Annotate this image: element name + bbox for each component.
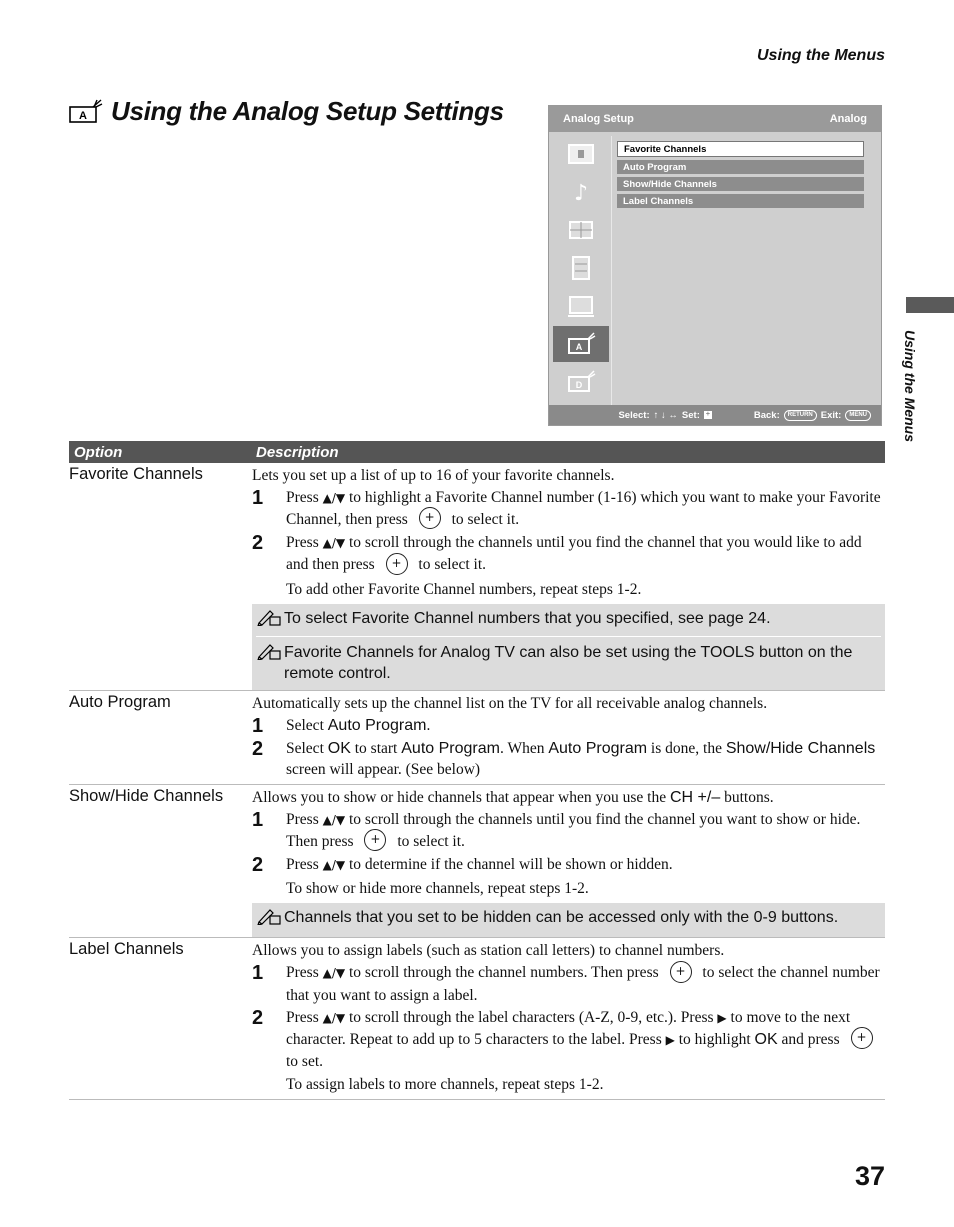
step [252,532,885,576]
osd-title: Analog Setup [563,113,634,125]
table-header [69,441,885,463]
option-name: Auto Program [69,692,171,711]
setup-icon [553,288,609,324]
page-number: 37 [854,1161,885,1191]
step-number: 2 [252,1006,264,1029]
up-down-arrow-icon: ▲/▼ [322,1010,346,1025]
table-row [69,691,885,785]
step-number: 2 [252,532,264,555]
screen-icon [553,212,609,248]
step-number: 1 [252,808,264,831]
step-text: Select Auto Program. [286,716,431,734]
note-box [252,604,885,690]
enter-button-icon: + [386,553,408,575]
note-text: Favorite Channels for Analog TV can also be set using the TOOLS button on the remote control. [284,643,853,682]
description-intro: Lets you set up a list of up to 16 of your favorite channels. [252,467,615,484]
menu-key-icon: MENU [845,410,871,421]
step [252,809,885,853]
step-text: Select OK to start Auto Program. When Auto Program is done, the Show/Hide Channels screen will appear. (See below) [286,739,876,778]
picture-icon [553,136,609,172]
table-row [69,785,885,938]
option-description [252,691,885,784]
step-text: Press ▲/▼ to scroll through the channel numbers. Then press + to select the channel number that you want to assign a label. [286,962,885,1005]
repeat-text: To assign labels to more channels, repeat steps 1-2. [286,1076,604,1094]
table-row [69,938,885,1100]
step [252,962,885,1005]
osd-set-label: Set: [681,409,700,421]
enter-button-icon: + [851,1027,873,1049]
step-number: 1 [252,714,264,737]
step-number: 2 [252,854,264,877]
osd-back-label: Back: [753,409,780,421]
description-intro: Allows you to assign labels (such as station call letters) to channel numbers. [252,942,725,960]
osd-menu-item: Label Channels [617,194,864,208]
osd-exit-label: Exit: [820,409,842,421]
enter-button-icon: + [419,507,441,529]
osd-mode: Analog [829,113,867,125]
note-pencil-icon [256,608,284,632]
up-down-arrow-icon: ▲/▼ [322,812,346,827]
note [256,905,881,933]
osd-select-keys: ↑ ↓ ↔ [653,409,678,421]
sound-icon [553,174,609,210]
option-description [252,938,885,1099]
osd-select-label: Select: [618,409,650,421]
step-number: 2 [252,737,264,760]
option-name: Label Channels [69,940,184,959]
svg-text:D: D [575,380,583,390]
repeat-text: To show or hide more channels, repeat steps 1-2. [286,880,589,898]
step-text: Press ▲/▼ to highlight a Favorite Channel number (1-16) which you want to make your Favorite Channel, then press + to select it. [286,489,881,528]
osd-footer [549,405,881,425]
return-key-icon: RETURN [784,410,817,421]
svg-text:A: A [79,109,87,122]
channel-icon [553,250,609,286]
osd-menu-item: Favorite Channels [617,141,864,157]
svg-text:A: A [575,342,583,352]
up-down-arrow-icon: ▲/▼ [322,491,346,505]
osd-menu-item: Show/Hide Channels [617,177,864,191]
page-title: Using the Analog Setup Settings [111,96,504,126]
step-number: 1 [252,487,264,509]
analog-setup-tab-icon [553,326,609,362]
description-intro: Automatically sets up the channel list on the TV for all receivable analog channels. [252,694,768,712]
step [252,854,885,876]
note-pencil-icon [256,642,284,684]
step-text: Press ▲/▼ to scroll through the label characters (A-Z, 0-9, etc.). Press ▶ to move to the next character. Repeat to add up to 5 characters to the label. Press ▶ to highlight OK and press + to set. [286,1007,885,1072]
analog-setup-screen [548,105,882,426]
option-name: Favorite Channels [69,465,203,483]
side-tab-label: Using the Menus [902,330,918,443]
step [252,715,885,737]
step-text: Press ▲/▼ to scroll through the channels until you find the channel you want to show or hide. Then press + to select it. [286,810,861,850]
note [256,606,881,634]
up-down-arrow-icon: ▲/▼ [322,858,346,873]
step-text: Press ▲/▼ to determine if the channel will be shown or hidden. [286,856,673,874]
enter-button-icon: + [364,829,386,851]
option-description [252,463,885,690]
header-description: Description [256,443,339,461]
note [256,636,881,686]
right-arrow-icon: ▶ [717,1010,727,1025]
step [252,1007,885,1072]
repeat-text: To add other Favorite Channel numbers, repeat steps 1-2. [286,580,642,598]
note-pencil-icon [256,907,284,931]
set-key-icon: + [705,411,710,418]
side-tab-bar [906,297,954,313]
option-description [252,785,885,937]
note-box [252,903,885,937]
analog-setup-icon [69,99,103,125]
osd-header [549,106,881,132]
step-text: Press ▲/▼ to scroll through the channels until you find the channel that you would like to add and then press + to select it. [286,534,862,574]
note-text: Channels that you set to be hidden can be accessed only with the 0-9 buttons. [284,909,839,927]
right-arrow-icon: ▶ [665,1032,675,1047]
description-intro: Allows you to show or hide channels that appear when you use the CH +/– buttons. [252,788,774,806]
note-text: To select Favorite Channel numbers that you specified, see page 24. [284,609,771,627]
up-down-arrow-icon: ▲/▼ [322,966,346,981]
options-table [69,441,885,1100]
enter-button-icon: + [670,961,692,983]
osd-menu [617,141,864,211]
step [252,487,885,531]
osd-menu-item: Auto Program [617,160,864,174]
title-block [69,96,504,127]
running-head: Using the Menus [756,47,885,64]
header-option: Option [74,443,123,461]
digital-setup-icon [553,364,609,400]
up-down-arrow-icon: ▲/▼ [322,536,346,551]
svg-text:♪: ♪ [573,181,589,204]
step [252,738,885,780]
table-row [69,463,885,691]
osd-category-bar [553,136,612,406]
step-number: 1 [252,962,264,985]
option-name: Show/Hide Channels [69,786,224,805]
